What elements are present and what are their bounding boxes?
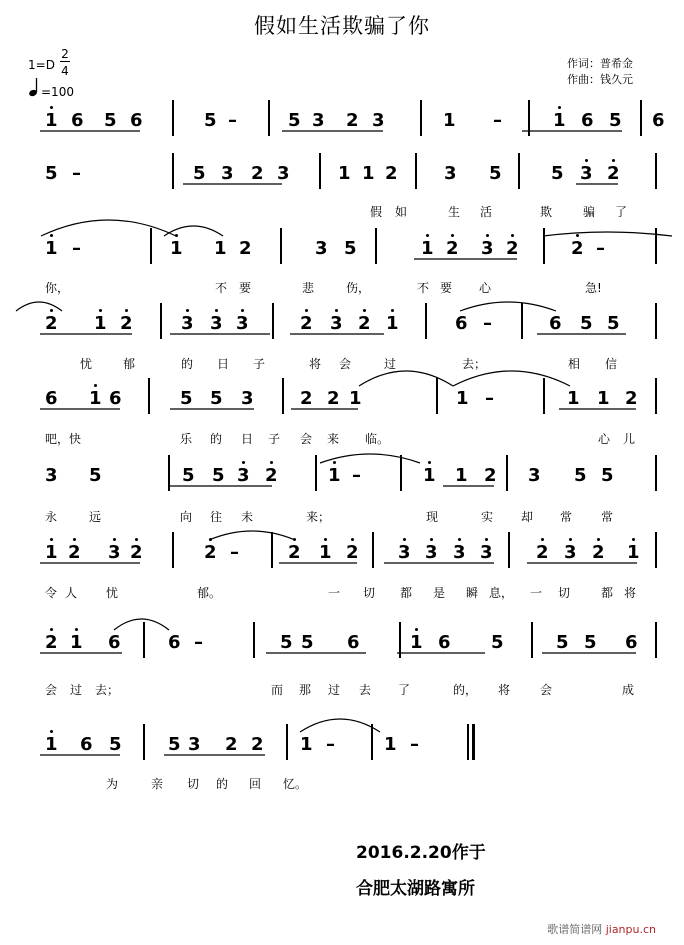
tempo-marking: =100	[41, 85, 74, 99]
lyric-syllable: 假	[370, 205, 383, 219]
lyric-syllable: 为	[106, 777, 119, 791]
dash-extension: –	[483, 313, 492, 334]
note: 6	[80, 734, 93, 755]
note: 5	[193, 163, 206, 184]
watermark-site: 歌谱简谱网	[547, 923, 603, 936]
lyric-syllable: 实	[481, 510, 494, 524]
note: 3	[372, 110, 385, 131]
lyric-syllable: 切	[363, 586, 376, 600]
lyric-syllable: 人	[65, 586, 78, 600]
note: 2	[625, 388, 638, 409]
note: 3	[398, 542, 411, 563]
note: 6	[71, 110, 84, 131]
lyric-syllable: 却	[521, 510, 534, 524]
lyric-syllable: 现	[426, 510, 439, 524]
lyric-syllable: 临。	[365, 432, 390, 446]
note: 2	[68, 542, 81, 563]
note: 2	[251, 734, 264, 755]
lyric-syllable: 未	[241, 510, 254, 524]
watermark-url: jianpu.cn	[605, 923, 656, 936]
note: 5	[45, 163, 58, 184]
slur-arc	[114, 619, 169, 630]
note: 3	[312, 110, 325, 131]
note: 2	[346, 110, 359, 131]
note: 2	[346, 542, 359, 563]
note: 1	[456, 388, 469, 409]
lyric-syllable: 乐	[180, 432, 193, 446]
lyric-syllable: 不	[215, 281, 228, 295]
note: 1	[421, 238, 434, 259]
note: 6	[581, 110, 594, 131]
lyric-syllable: 如	[395, 205, 408, 219]
lyric-syllable: 要	[239, 281, 252, 295]
note: 6	[168, 632, 181, 653]
lyric-syllable: 会	[339, 357, 352, 371]
note: 5	[301, 632, 314, 653]
lyric-syllable: 来	[327, 432, 340, 446]
note: 1	[455, 465, 468, 486]
lyric-syllable: 郁	[123, 357, 136, 371]
note: 5	[280, 632, 293, 653]
lyric-syllable: 往	[210, 510, 223, 524]
lyric-syllable: 常	[601, 510, 614, 524]
lyric-syllable: 一	[328, 586, 341, 600]
composition-date: 2016.2.20作于	[356, 843, 486, 863]
slur-arc	[16, 302, 62, 311]
slur-arc	[300, 719, 380, 732]
note: 3	[221, 163, 234, 184]
note: 5	[204, 110, 217, 131]
note: 1	[338, 163, 351, 184]
note: 3	[237, 465, 250, 486]
note: 3	[425, 542, 438, 563]
note: 1	[328, 465, 341, 486]
lyricist-credit: 作词：普希金	[567, 57, 633, 70]
dash-extension: –	[72, 238, 81, 259]
lyric-syllable: 远	[89, 510, 102, 524]
key-signature: 1=D	[28, 58, 55, 72]
lyric-syllable: 会	[45, 683, 58, 697]
lyric-syllable: 要	[440, 281, 453, 295]
note: 5	[551, 163, 564, 184]
note: 5	[89, 465, 102, 486]
lyric-syllable: 过	[70, 683, 83, 697]
note: 5	[556, 632, 569, 653]
lyric-syllable: 生	[448, 205, 461, 219]
note: 5	[601, 465, 614, 486]
slur-arc	[453, 371, 570, 386]
note: 1	[45, 238, 58, 259]
lyric-syllable: 子	[253, 357, 266, 371]
lyric-syllable: 欺	[540, 205, 553, 219]
note: 1	[597, 388, 610, 409]
lyric-syllable: 常	[560, 510, 573, 524]
composition-place: 合肥太湖路寓所	[356, 879, 475, 899]
lyric-syllable: 的	[181, 357, 194, 371]
note: 1	[362, 163, 375, 184]
note: 3	[444, 163, 457, 184]
note: 5	[109, 734, 122, 755]
note: 1	[386, 313, 399, 334]
note: 6	[45, 388, 58, 409]
note: 1	[45, 542, 58, 563]
note: 2	[446, 238, 459, 259]
note: 3	[241, 388, 254, 409]
lyric-syllable: 骗	[583, 205, 596, 219]
lyric-syllable: 了	[398, 683, 411, 697]
lyric-syllable: 来；	[306, 510, 331, 524]
note: 3	[315, 238, 328, 259]
note: 5	[489, 163, 502, 184]
dash-extension: –	[485, 388, 494, 409]
note: 3	[480, 542, 493, 563]
note: 2	[225, 734, 238, 755]
note: 1	[170, 238, 183, 259]
lyric-syllable: 相	[568, 357, 581, 371]
note: 2	[45, 632, 58, 653]
lyric-syllable: 忆。	[283, 777, 308, 791]
note: 1	[94, 313, 107, 334]
composer-credit: 作曲：钱久元	[567, 73, 633, 86]
note: 3	[330, 313, 343, 334]
note: 3	[45, 465, 58, 486]
note: 6	[347, 632, 360, 653]
note: 3	[188, 734, 201, 755]
note: 5	[288, 110, 301, 131]
note: 1	[214, 238, 227, 259]
note: 5	[574, 465, 587, 486]
lyric-syllable: 吧，快	[45, 432, 82, 446]
note: 3	[580, 163, 593, 184]
lyric-syllable: 会	[300, 432, 313, 446]
note: 2	[265, 465, 278, 486]
note: 2	[358, 313, 371, 334]
time-signature-top: 2	[61, 47, 69, 61]
lyric-syllable: 都	[400, 586, 413, 600]
lyric-syllable: 去；	[95, 683, 120, 697]
lyric-syllable: 是	[433, 586, 446, 600]
note: 2	[506, 238, 519, 259]
note: 5	[491, 632, 504, 653]
note: 1	[384, 734, 397, 755]
note: 2	[120, 313, 133, 334]
note: 5	[344, 238, 357, 259]
lyric-syllable: 亲	[151, 777, 164, 791]
lyric-syllable: 的	[210, 432, 223, 446]
lyric-syllable: 将	[309, 357, 322, 371]
lyric-syllable: 切	[558, 586, 571, 600]
note: 3	[528, 465, 541, 486]
note: 1	[70, 632, 83, 653]
note: 5	[580, 313, 593, 334]
note: 2	[204, 542, 217, 563]
note: 5	[210, 388, 223, 409]
note: 6	[438, 632, 451, 653]
note: 3	[210, 313, 223, 334]
dash-extension: –	[228, 110, 237, 131]
lyric-syllable: 日	[241, 432, 254, 446]
slur-arc	[543, 232, 672, 236]
lyric-syllable: 急!	[585, 281, 602, 295]
time-signature-bottom: 4	[61, 64, 69, 78]
lyric-syllable: 而	[271, 683, 284, 697]
lyric-syllable: 心	[479, 281, 492, 295]
lyric-syllable: 一	[530, 586, 543, 600]
note: 2	[300, 388, 313, 409]
note: 2	[288, 542, 301, 563]
lyric-syllable: 了	[615, 205, 628, 219]
dash-extension: –	[596, 238, 605, 259]
note: 1	[553, 110, 566, 131]
watermark	[547, 921, 656, 937]
note: 5	[182, 465, 195, 486]
note: 1	[45, 110, 58, 131]
lyric-syllable: 去；	[462, 357, 487, 371]
lyric-syllable: 过	[328, 683, 341, 697]
dash-extension: –	[230, 542, 239, 563]
note: 1	[423, 465, 436, 486]
lyric-syllable: 的，	[453, 683, 478, 697]
note: 3	[181, 313, 194, 334]
note: 1	[300, 734, 313, 755]
note: 2	[327, 388, 340, 409]
note: 3	[453, 542, 466, 563]
slur-arc	[209, 531, 295, 540]
lyric-syllable: 瞬	[466, 586, 479, 600]
note: 2	[592, 542, 605, 563]
note: 5	[180, 388, 193, 409]
note: 2	[239, 238, 252, 259]
song-title: 假如生活欺骗了你	[254, 14, 430, 38]
note: 6	[108, 632, 121, 653]
lyric-syllable: 忧	[106, 586, 119, 600]
lyric-syllable: 你，	[45, 281, 70, 295]
note: 1	[410, 632, 423, 653]
lyric-syllable: 会	[540, 683, 553, 697]
lyric-syllable: 去	[359, 683, 372, 697]
lyric-syllable: 那	[299, 683, 312, 697]
lyric-syllable: 郁。	[197, 586, 222, 600]
dash-extension: –	[194, 632, 203, 653]
lyric-syllable: 令	[45, 586, 58, 600]
note: 3	[481, 238, 494, 259]
lyric-syllable: 伤，	[346, 281, 371, 295]
note: 5	[168, 734, 181, 755]
note: 6	[652, 110, 665, 131]
dash-extension: –	[493, 110, 502, 131]
note: 5	[212, 465, 225, 486]
note: 2	[536, 542, 549, 563]
lyric-syllable: 悲	[302, 281, 315, 295]
note: 6	[455, 313, 468, 334]
note: 1	[567, 388, 580, 409]
note: 1	[349, 388, 362, 409]
note: 6	[549, 313, 562, 334]
slur-arc	[460, 302, 556, 311]
note: 2	[45, 313, 58, 334]
note: 5	[607, 313, 620, 334]
lyric-syllable: 日	[217, 357, 230, 371]
note: 1	[443, 110, 456, 131]
lyric-syllable: 息，	[489, 586, 514, 600]
lyric-syllable: 将	[624, 586, 637, 600]
note: 2	[484, 465, 497, 486]
lyric-syllable: 不	[417, 281, 430, 295]
note: 2	[607, 163, 620, 184]
lyric-syllable: 儿	[623, 432, 636, 446]
dash-extension: –	[326, 734, 335, 755]
lyric-syllable: 心	[598, 432, 611, 446]
lyric-syllable: 子	[268, 432, 281, 446]
note: 5	[609, 110, 622, 131]
note: 1	[45, 734, 58, 755]
note: 6	[625, 632, 638, 653]
note: 5	[104, 110, 117, 131]
note: 1	[89, 388, 102, 409]
slur-arc	[41, 220, 176, 236]
lyric-syllable: 活	[480, 205, 493, 219]
lyric-syllable: 切	[187, 777, 200, 791]
dash-extension: –	[72, 163, 81, 184]
note: 6	[109, 388, 122, 409]
note: 1	[319, 542, 332, 563]
note: 3	[108, 542, 121, 563]
lyric-syllable: 过	[384, 357, 397, 371]
note: 3	[277, 163, 290, 184]
note: 1	[627, 542, 640, 563]
lyric-syllable: 永	[45, 510, 58, 524]
note: 2	[385, 163, 398, 184]
slur-arc	[359, 371, 453, 386]
lyric-syllable: 成	[622, 683, 635, 697]
note: 2	[251, 163, 264, 184]
note: 5	[584, 632, 597, 653]
note: 2	[130, 542, 143, 563]
dash-extension: –	[352, 465, 361, 486]
lyric-syllable: 信	[605, 357, 618, 371]
dash-extension: –	[410, 734, 419, 755]
note: 2	[571, 238, 584, 259]
note: 3	[236, 313, 249, 334]
note: 6	[130, 110, 143, 131]
note: 3	[564, 542, 577, 563]
lyric-syllable: 的	[216, 777, 229, 791]
lyric-syllable: 忧	[80, 357, 93, 371]
lyric-syllable: 将	[498, 683, 511, 697]
lyric-syllable: 向	[180, 510, 193, 524]
lyric-syllable: 都	[601, 586, 614, 600]
lyric-syllable: 回	[249, 777, 262, 791]
slur-arc	[320, 454, 420, 463]
note: 2	[300, 313, 313, 334]
